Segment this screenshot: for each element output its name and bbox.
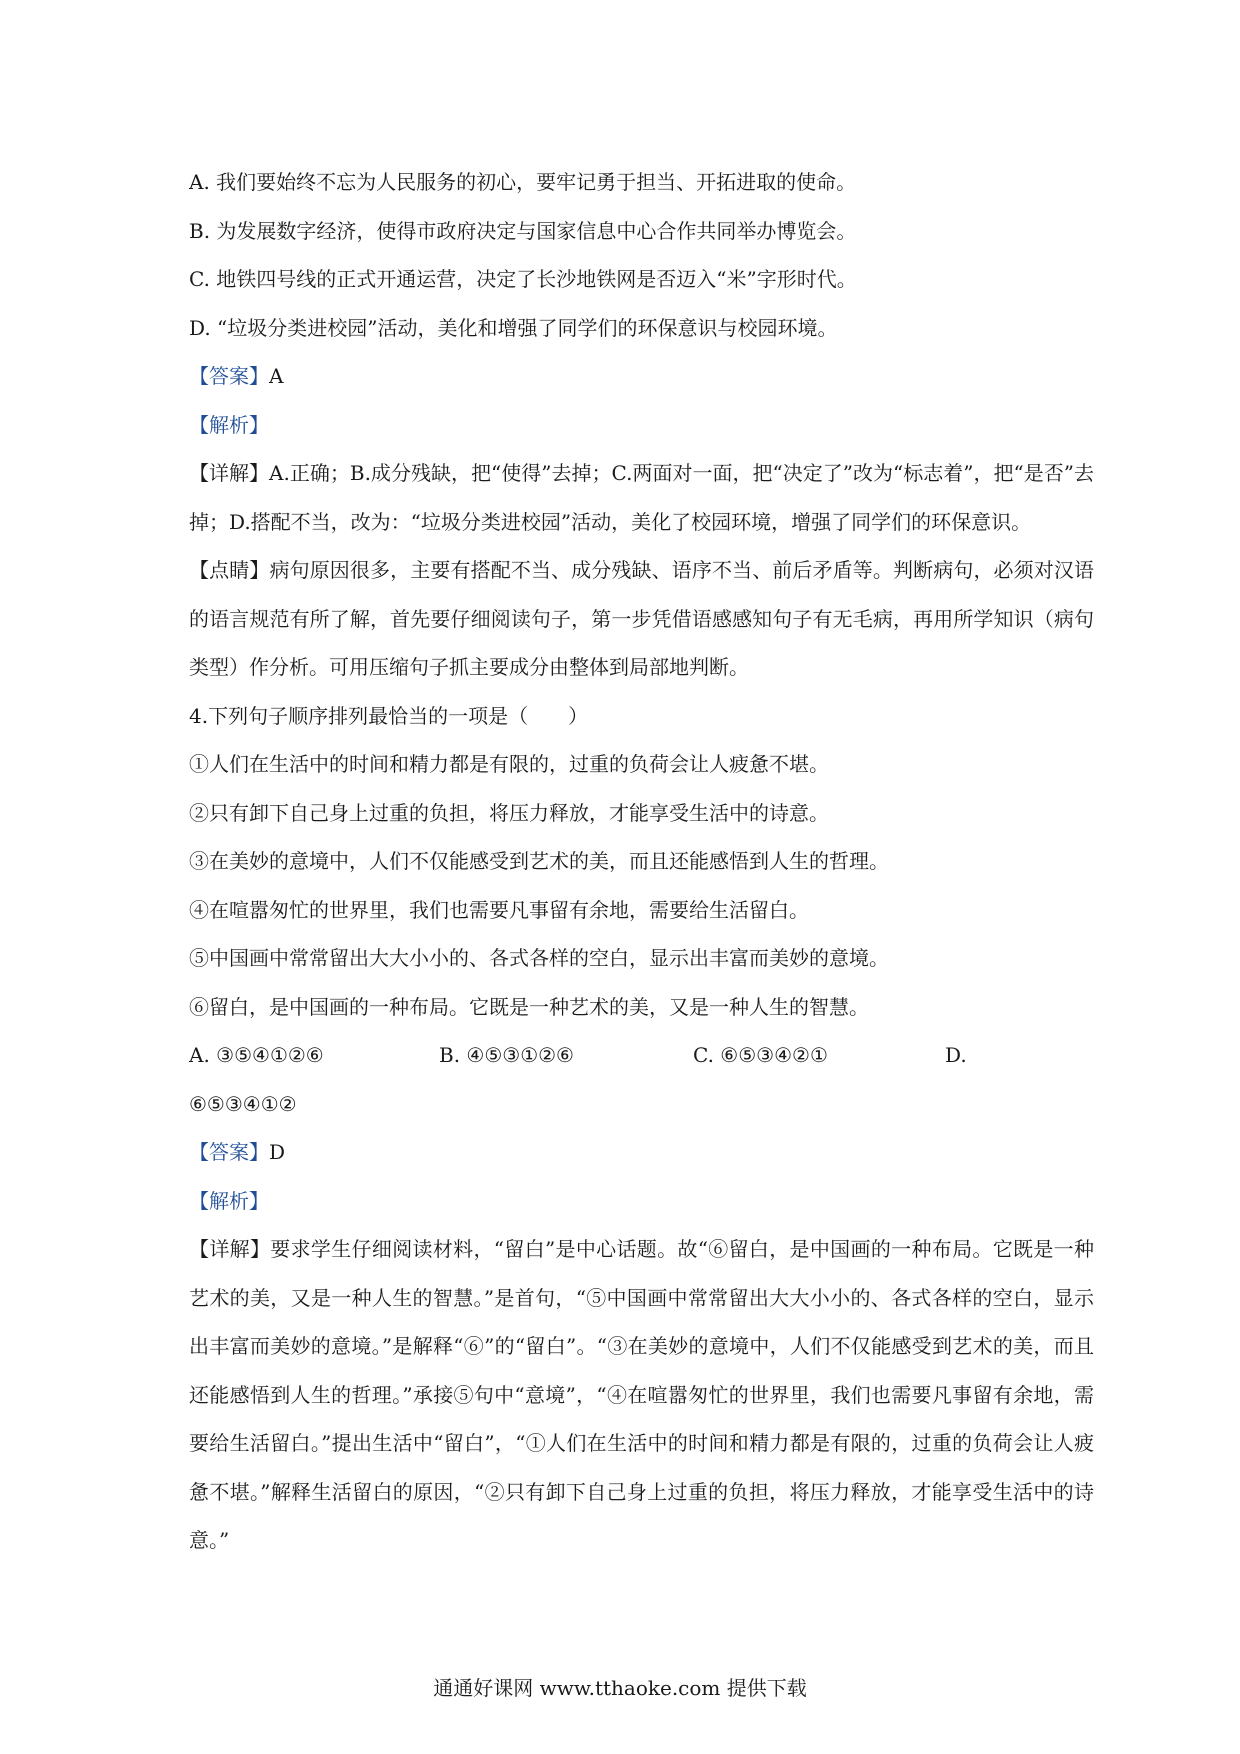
q4-sentence-2: ②只有卸下自己身上过重的负担，将压力释放，才能享受生活中的诗意。 [189, 800, 829, 825]
q3-option-d: D. “垃圾分类进校园”活动，美化和增强了同学们的环保意识与校园环境。 [189, 315, 838, 340]
answer-tag: 【答案】 [189, 1140, 269, 1164]
q3-answer [189, 352, 1094, 401]
detail-tag: 【详解】 [189, 461, 270, 485]
q3-option-c: C. 地铁四号线的正式开通运营，决定了长沙地铁网是否迈入“米”字形时代。 [189, 267, 857, 291]
q3-option-b: B. 为发展数字经济，使得市政府决定与国家信息中心合作共同举办博览会。 [189, 218, 857, 243]
q4-stem: 4.下列句子顺序排列最恰当的一项是（ ） [189, 703, 589, 728]
q4-sentence-5: ⑤中国画中常常留出大大小小的、各式各样的空白，显示出丰富而美妙的意境。 [189, 946, 889, 970]
answer-tag: 【答案】 [189, 364, 269, 388]
q3-detail [189, 449, 1094, 546]
detail-text: A.正确；B.成分残缺，把“使得”去掉；C.两面对一面，把“决定了”改为“标志着”，把“是否”去掉；D.搭配不当，改为：“垃圾分类进校园”活动，美化了校园环境，增强了同学们的环保意识。 [189, 461, 1095, 534]
q4-analysis-tag: 【解析】 [189, 1188, 269, 1213]
q4-sentence-1: ①人们在生活中的时间和精力都是有限的，过重的负荷会让人疲惫不堪。 [189, 752, 829, 776]
q4-option-a: A. ③⑤④①②⑥ [189, 1043, 324, 1067]
q4-sentence-3: ③在美妙的意境中，人们不仅能感受到艺术的美，而且还能感悟到人生的哲理。 [189, 849, 889, 873]
q3-option-a: A. 我们要始终不忘为人民服务的初心，要牢记勇于担当、开拓进取的使命。 [189, 170, 857, 194]
answer-value: A [269, 364, 284, 388]
page-footer: 通通好课网 www.tthaoke.com 提供下载 [433, 1676, 807, 1700]
q4-sentence-4: ④在喧嚣匆忙的世界里，我们也需要凡事留有余地，需要给生活留白。 [189, 897, 809, 922]
q4-option-d: D. [945, 1043, 967, 1067]
q4-option-d-value: ⑥⑤③④①② [189, 1091, 297, 1116]
q4-answer [189, 1128, 1094, 1177]
detail-text: 要求学生仔细阅读材料，“留白”是中心话题。故“⑥留白，是中国画的一种布局。它既是一种艺术的美，又是一种人生的智慧。”是首句，“⑤中国画中常常留出大大小小的、各式各样的空白，显示出丰富而美妙的意境。”是解释“⑥”的“留白”。“③在美妙的意境中，人们不仅能感受到艺术的美，而且还能感悟到人生的哲理。”承接⑤句中“意境”，“④在喧嚣匆忙的世界里，我们也需要凡事留有余地，需要给生活留白。”提出生活中“留白”，“①人们在生活中的时间和精力都是有限的，过重的负荷会让人疲惫不堪。”解释生活留白的原因，“②只有卸下自己身上过重的负担，将压力释放，才能享受生活中的诗意。” [189, 1237, 1094, 1552]
answer-value: D [269, 1140, 286, 1164]
q4-sentence-6: ⑥留白，是中国画的一种布局。它既是一种艺术的美，又是一种人生的智慧。 [189, 994, 869, 1019]
tip-text: 病句原因很多，主要有搭配不当、成分残缺、语序不当、前后矛盾等。判断病句，必须对汉语的语言规范有所了解，首先要仔细阅读句子，第一步凭借语感感知句子有无毛病，再用所学知识（病句类型）作分析。可用压缩句子抓主要成分由整体到局部地判断。 [189, 558, 1095, 679]
page-content [189, 158, 1094, 1565]
q3-analysis-tag: 【解析】 [189, 412, 269, 437]
tip-tag: 【点睛】 [189, 558, 270, 582]
q4-options [189, 1031, 1094, 1080]
q4-option-c: C. ⑥⑤③④②① [693, 1043, 828, 1067]
q3-tip [189, 546, 1094, 692]
q4-detail [189, 1225, 1094, 1565]
detail-tag: 【详解】 [189, 1237, 271, 1261]
q4-option-b: B. ④⑤③①②⑥ [439, 1043, 574, 1067]
